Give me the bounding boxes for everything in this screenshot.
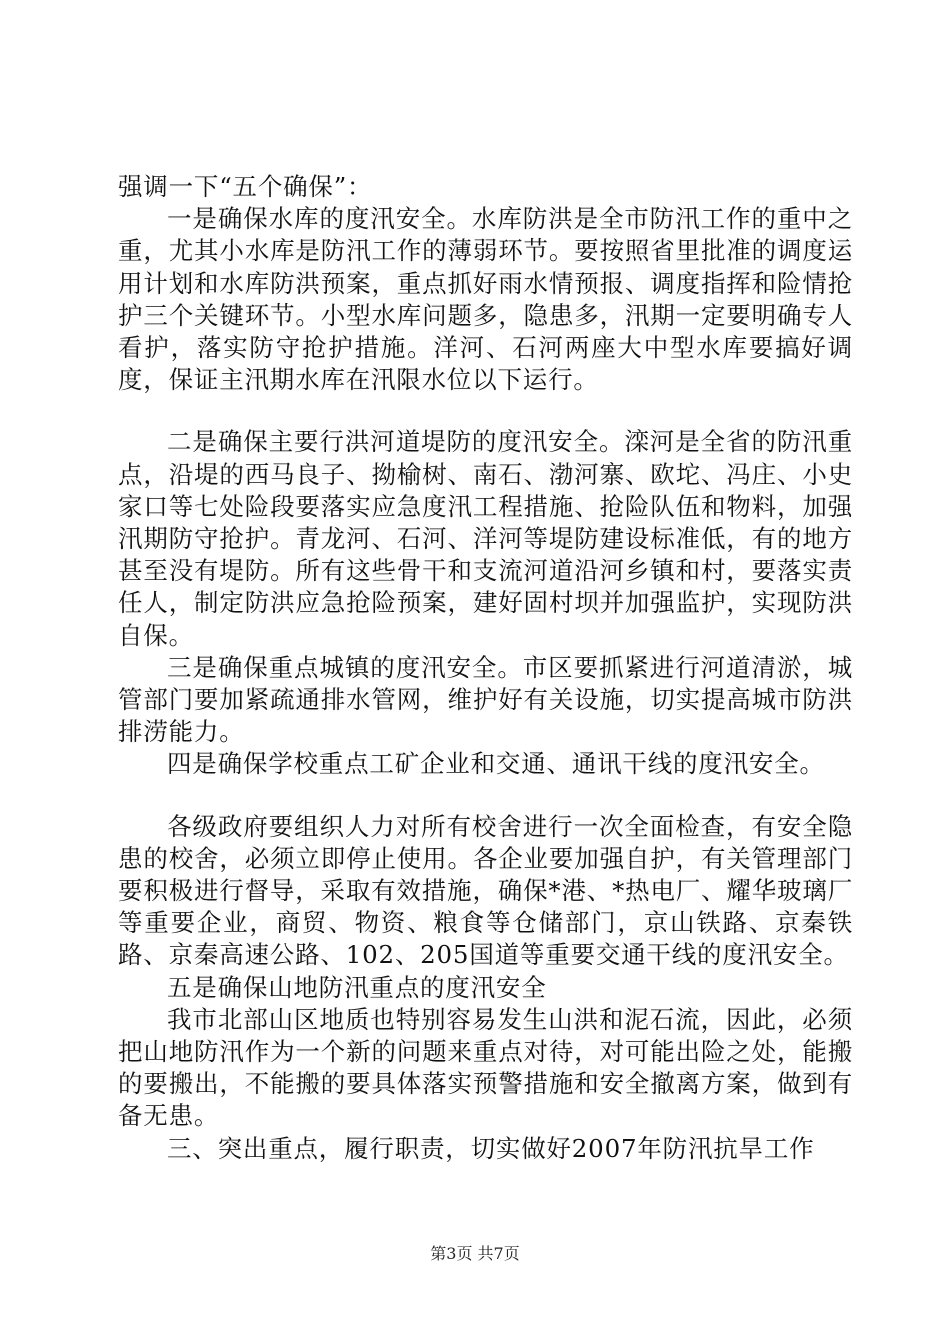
intro-line: 强调一下“五个确保”： xyxy=(118,172,373,201)
paragraph-reservoir-safety: 一是确保水库的度汛安全。水库防洪是全市防汛工作的重中之重，尤其小水库是防汛工作的薄弱环节。要按照省里批准的调度运用计划和水库防洪预案，重点抓好雨水情预报、调度指挥和险情抢护三个关键环节。小型水库问题多，隐患多，汛期一定要明确专人看护，落实防守抢护措施。洋河、石河两座大中型水库要搞好调度，保证主汛期水库在汛限水位以下运行。 xyxy=(118,204,853,395)
section-heading-three: 三、突出重点，履行职责，切实做好2007年防汛抗旱工作 xyxy=(167,1133,815,1163)
page-number-label: 第3页 共7页 xyxy=(430,1244,520,1263)
paragraph-mountain-heading: 五是确保山地防汛重点的度汛安全 xyxy=(167,972,547,1002)
paragraph-mountain-detail: 我市北部山区地质也特别容易发生山洪和泥石流，因此，必须把山地防汛作为一个新的问题来重点对待，对可能出险之处，能搬的要搬出，不能搬的要具体落实预警措施和安全撤离方案，做到有备无患。 xyxy=(118,1004,853,1131)
paragraph-school-industry-heading: 四是确保学校重点工矿企业和交通、通讯干线的度汛安全。 xyxy=(167,749,825,779)
paragraph-river-embankment-safety: 二是确保主要行洪河道堤防的度汛安全。滦河是全省的防汛重点，沿堤的西马良子、拗榆树、南石、渤河寨、欧坨、冯庄、小史家口等七处险段要落实应急度汛工程措施、抢险队伍和物料，加强汛期防守抢护。青龙河、石河、洋河等堤防建设标准低，有的地方甚至没有堤防。所有这些骨干和支流河道沿河乡镇和村，要落实责任人，制定防洪应急抢险预案，建好固村坝并加强监护，实现防洪自保。 xyxy=(118,427,853,650)
page-footer xyxy=(0,1244,950,1264)
paragraph-urban-safety: 三是确保重点城镇的度汛安全。市区要抓紧进行河道清淤，城管部门要加紧疏通排水管网，维护好有关设施，切实提高城市防洪排涝能力。 xyxy=(118,652,853,747)
paragraph-school-industry-detail: 各级政府要组织人力对所有校舍进行一次全面检查，有安全隐患的校舍，必须立即停止使用。各企业要加强自护，有关管理部门要积极进行督导，采取有效措施，确保*港、*热电厂、耀华玻璃厂等重要企业，商贸、物资、粮食等仓储部门，京山铁路、京秦铁路、京秦高速公路、102、205国道等重要交通干线的度汛安全。 xyxy=(118,811,853,970)
document-body xyxy=(118,171,853,1165)
